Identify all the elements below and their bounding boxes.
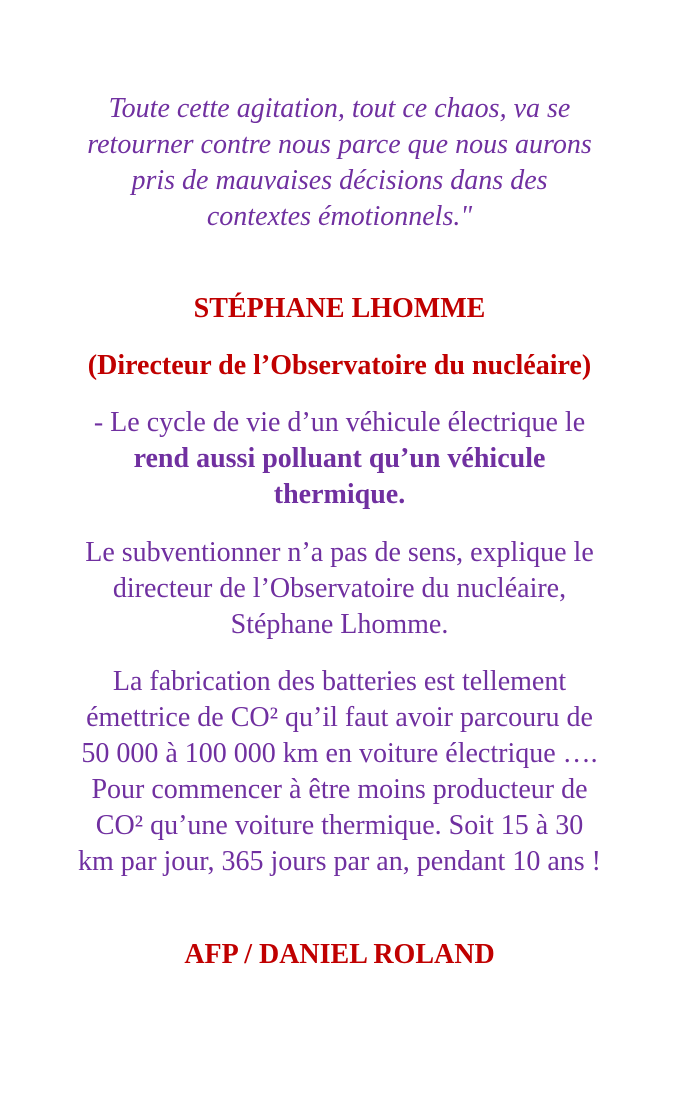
paragraph-line: CO² qu’une voiture thermique. Soit 15 à 30 <box>95 810 584 841</box>
paragraph-line: 50 000 à 100 000 km en voiture électrique …. <box>81 738 598 769</box>
paragraph-subsidy <box>20 535 659 643</box>
paragraph-lead-line: - Le cycle de vie d’un véhicule électrique le <box>93 407 586 438</box>
speaker-name: STÉPHANE LHOMME <box>193 293 486 324</box>
quote-line: contextes émotionnels." <box>206 201 473 232</box>
paragraph-bold-line: thermique. <box>273 479 406 510</box>
paragraph-bold-line: rend aussi polluant qu’un véhicule <box>133 443 546 474</box>
paragraph-line: Le subventionner n’a pas de sens, explique le <box>85 537 594 568</box>
quote-block <box>20 91 659 235</box>
quote-line: pris de mauvaises décisions dans des <box>131 165 548 196</box>
paragraph-line: émettrice de CO² qu’il faut avoir parcouru de <box>86 702 593 733</box>
speaker-role: (Directeur de l’Observatoire du nucléaire) <box>87 350 592 381</box>
paragraph-line: La fabrication des batteries est tellement <box>112 666 567 697</box>
paragraph-vehicle-lifecycle <box>20 405 659 513</box>
quote-line: retourner contre nous parce que nous aurons <box>87 129 592 160</box>
paragraph-batteries <box>20 664 659 880</box>
paragraph-line: Stéphane Lhomme. <box>230 609 449 640</box>
paragraph-line: km par jour, 365 jours par an, pendant 10 ans ! <box>78 846 601 877</box>
paragraph-line: Pour commencer à être moins producteur de <box>91 774 588 805</box>
paragraph-line: directeur de l’Observatoire du nucléaire, <box>112 573 567 604</box>
photo-credit: AFP / DANIEL ROLAND <box>184 939 495 970</box>
quote-line: Toute cette agitation, tout ce chaos, va se <box>108 93 571 124</box>
